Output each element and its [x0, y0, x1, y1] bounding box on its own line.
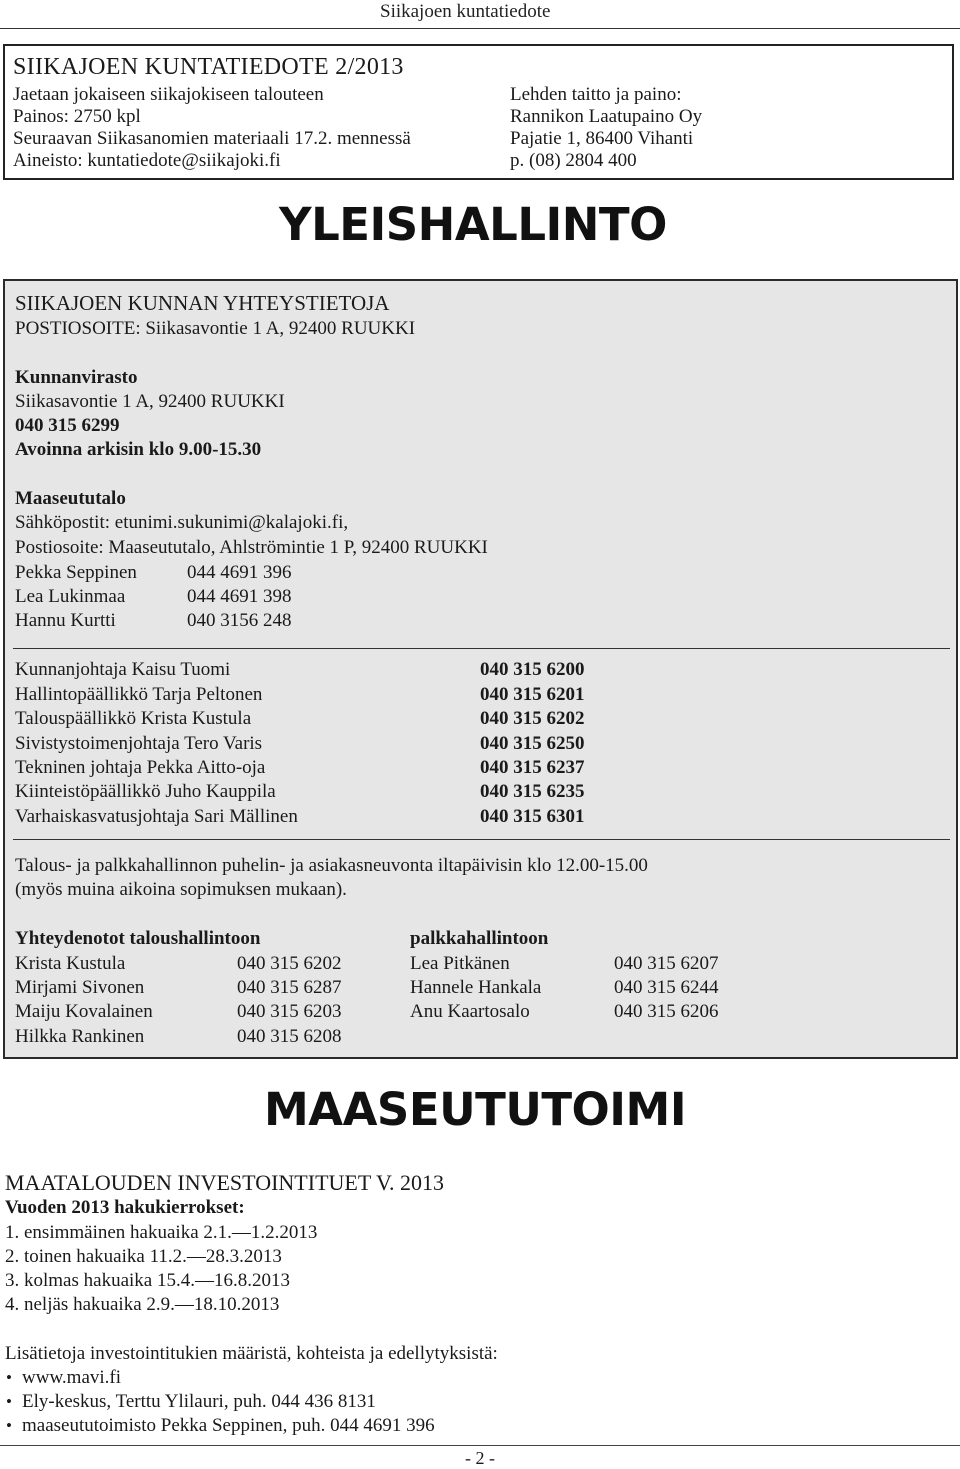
finance-person-phone: 040 315 6287	[237, 977, 342, 998]
round-item: 4. neljäs hakuaika 2.9.—18.10.2013	[5, 1294, 280, 1315]
official-name: Talouspäällikkö Krista Kustula	[15, 708, 252, 729]
kunnanvirasto-hours: Avoinna arkisin klo 9.00-15.30	[15, 439, 262, 460]
official-name: Kiinteistöpäällikkö Juho Kauppila	[15, 781, 276, 802]
masthead-left-line: Aineisto: kuntatiedote@siikajoki.fi	[13, 150, 281, 171]
finance-person-name: Mirjami Sivonen	[15, 977, 145, 998]
section-heading-maaseututoimi: MAASEUTUTOIMI	[264, 1083, 687, 1136]
payroll-person-phone: 040 315 6207	[614, 953, 719, 974]
official-name: Hallintopäällikkö Tarja Peltonen	[15, 684, 263, 705]
official-phone: 040 315 6201	[480, 684, 585, 705]
finance-person-name: Hilkka Rankinen	[15, 1026, 145, 1047]
person-phone: 044 4691 398	[187, 586, 292, 607]
info-intro: Lisätietoja investointitukien määristä, kohteista ja edellytyksistä:	[5, 1343, 498, 1364]
bullet-icon: •	[6, 1416, 12, 1435]
official-phone: 040 315 6202	[480, 708, 585, 729]
info-link: www.mavi.fi	[22, 1367, 122, 1388]
maaseututalo-postal: Postiosoite: Maaseututalo, Ahlströmintie 1 P, 92400 RUUKKI	[15, 537, 488, 558]
official-name: Varhaiskasvatusjohtaja Sari Mällinen	[15, 806, 298, 827]
investment-title: MAATALOUDEN INVESTOINTITUET V. 2013	[5, 1170, 445, 1195]
payroll-person-name: Hannele Hankala	[410, 977, 542, 998]
official-phone: 040 315 6237	[480, 757, 585, 778]
payroll-title: palkkahallintoon	[410, 928, 549, 949]
masthead-right-line: Rannikon Laatupaino Oy	[510, 106, 703, 127]
section-heading-yleishallinto: YLEISHALLINTO	[279, 198, 667, 251]
postal-address: POSTIOSOITE: Siikasavontie 1 A, 92400 RUUKKI	[15, 318, 416, 339]
kunnanvirasto-title: Kunnanvirasto	[15, 367, 138, 388]
running-head	[0, 0, 960, 26]
masthead-title: SIIKAJOEN KUNTATIEDOTE 2/2013	[13, 54, 404, 80]
kunnanvirasto-address: Siikasavontie 1 A, 92400 RUUKKI	[15, 391, 285, 412]
service-note: Talous- ja palkkahallinnon puhelin- ja asiakasneuvonta iltapäivisin klo 12.00-15.00	[15, 855, 648, 876]
finance-title: Yhteydenotot taloushallintoon	[15, 928, 261, 949]
person-phone: 040 3156 248	[187, 610, 292, 631]
service-note: (myös muina aikoina sopimuksen mukaan).	[15, 879, 347, 900]
bullet-icon: •	[6, 1392, 12, 1411]
masthead-right-line: Pajatie 1, 86400 Vihanti	[510, 128, 694, 149]
payroll-person-name: Lea Pitkänen	[410, 953, 510, 974]
person-name: Lea Lukinmaa	[15, 586, 126, 607]
official-name: Tekninen johtaja Pekka Aitto-oja	[15, 757, 266, 778]
official-phone: 040 315 6250	[480, 733, 585, 754]
divider	[13, 839, 950, 840]
finance-person-phone: 040 315 6208	[237, 1026, 342, 1047]
round-item: 2. toinen hakuaika 11.2.—28.3.2013	[5, 1246, 282, 1267]
page-number: - 2 -	[465, 1448, 495, 1468]
masthead-left-line: Painos: 2750 kpl	[13, 106, 141, 127]
masthead-left-line: Seuraavan Siikasanomien materiaali 17.2. mennessä	[13, 128, 411, 149]
info-link: maaseututoimisto Pekka Seppinen, puh. 044 4691 396	[22, 1415, 435, 1436]
payroll-person-phone: 040 315 6206	[614, 1001, 719, 1022]
finance-person-name: Krista Kustula	[15, 953, 126, 974]
official-phone: 040 315 6235	[480, 781, 585, 802]
masthead-right-line: Lehden taitto ja paino:	[510, 84, 682, 105]
masthead-left-line: Jaetaan jokaiseen siikajokiseen talouteen	[13, 84, 324, 105]
maaseututalo-email: Sähköpostit: etunimi.sukunimi@kalajoki.fi,	[15, 512, 349, 533]
masthead-right-line: p. (08) 2804 400	[510, 150, 637, 171]
official-phone: 040 315 6301	[480, 806, 585, 827]
contact-info-box	[3, 279, 958, 1059]
person-name: Pekka Seppinen	[15, 562, 137, 583]
finance-person-phone: 040 315 6202	[237, 953, 342, 974]
finance-person-phone: 040 315 6203	[237, 1001, 342, 1022]
round-item: 3. kolmas hakuaika 15.4.—16.8.2013	[5, 1270, 290, 1291]
official-name: Sivistystoimenjohtaja Tero Varis	[15, 733, 263, 754]
payroll-person-name: Anu Kaartosalo	[410, 1001, 530, 1022]
contact-title: SIIKAJOEN KUNNAN YHTEYSTIETOJA	[15, 291, 390, 315]
person-phone: 044 4691 396	[187, 562, 292, 583]
official-phone: 040 315 6200	[480, 659, 585, 680]
kunnanvirasto-phone: 040 315 6299	[15, 415, 120, 436]
masthead-box	[3, 44, 954, 180]
divider	[13, 648, 950, 649]
footer-rule	[0, 1445, 960, 1446]
payroll-person-phone: 040 315 6244	[614, 977, 719, 998]
rounds-subtitle: Vuoden 2013 hakukierrokset:	[5, 1197, 245, 1218]
info-link: Ely-keskus, Terttu Ylilauri, puh. 044 436 8131	[22, 1391, 376, 1412]
round-item: 1. ensimmäinen hakuaika 2.1.—1.2.2013	[5, 1222, 318, 1243]
official-name: Kunnanjohtaja Kaisu Tuomi	[15, 659, 231, 680]
finance-person-name: Maiju Kovalainen	[15, 1001, 153, 1022]
running-head-title: Siikajoen kuntatiedote	[380, 1, 551, 22]
running-head-rule	[0, 28, 960, 29]
person-name: Hannu Kurtti	[15, 610, 116, 631]
maaseututalo-title: Maaseututalo	[15, 488, 126, 509]
bullet-icon: •	[6, 1368, 12, 1387]
